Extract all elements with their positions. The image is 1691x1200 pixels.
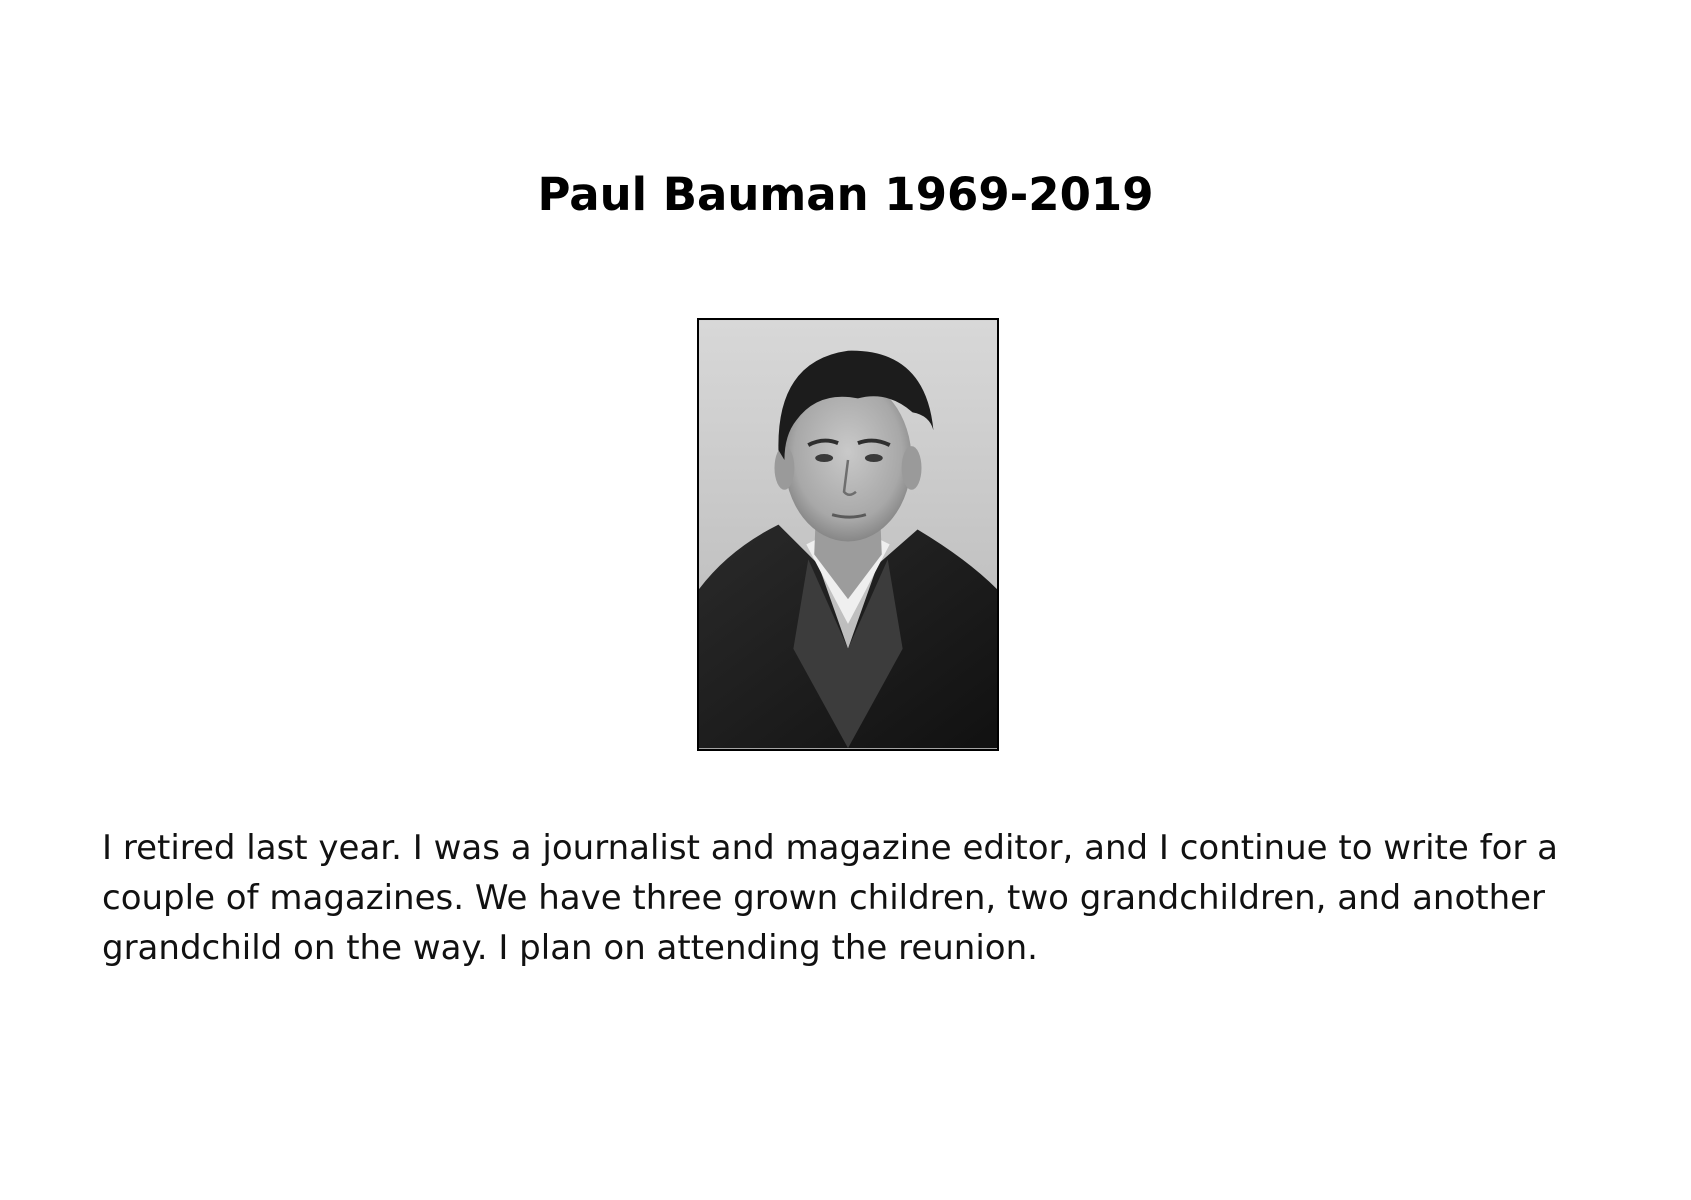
bio-paragraph [102, 823, 1602, 973]
portrait-image [699, 320, 997, 749]
bio-line: I retired last year. I was a journalist and magazine editor, and I continue to write for a [102, 828, 1558, 868]
page-title: Paul Bauman 1969-2019 [537, 168, 1154, 221]
bio-line: couple of magazines. We have three grown children, two grandchildren, and another [102, 878, 1546, 918]
portrait-photo [697, 318, 999, 751]
bio-line: grandchild on the way. I plan on attending the reunion. [102, 928, 1038, 968]
